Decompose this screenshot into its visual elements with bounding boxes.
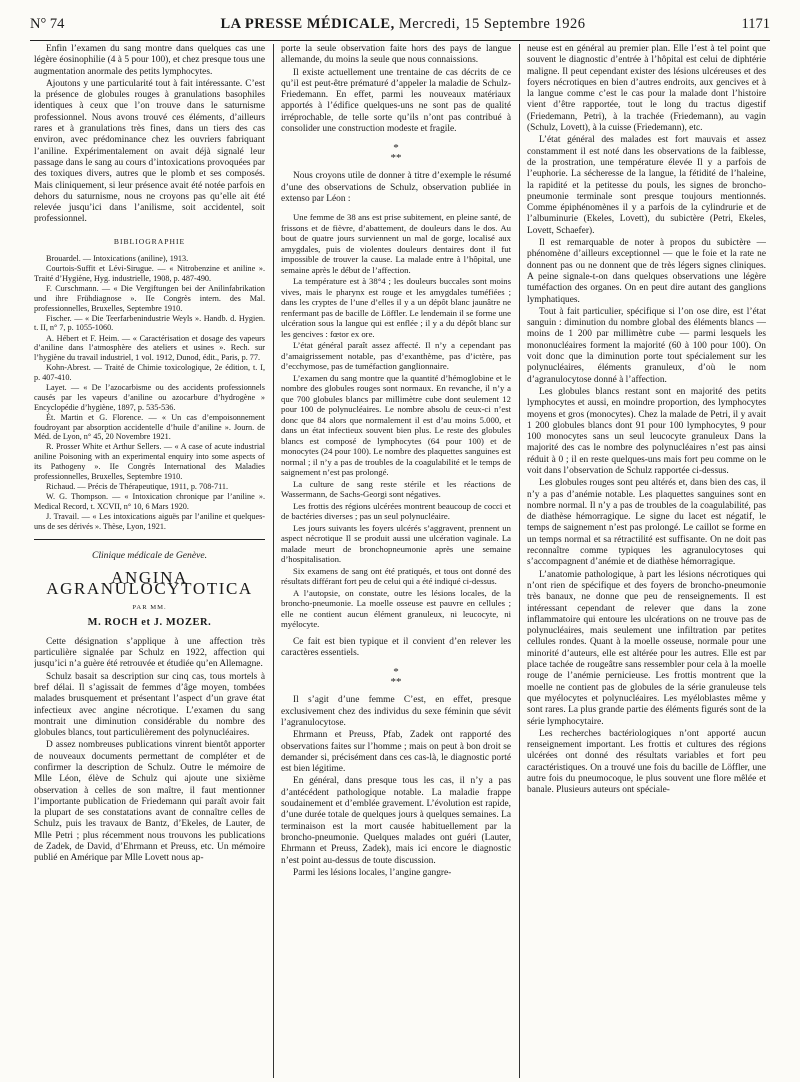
paragraph: Les globules rouges sont peu altérés et, dans bien des cas, il n’y a pas d’anémie notable. Les plaquettes sanguines sont en nombre normal. Il n’y a pas de troubles de la coagulabilité, pas de diathèse hémorragique. Le signe du lacet est négatif, le temps de saignement n’est pas prolongé. Le caillot se forme en un temps normal et sa rétractilité est suffisante. On ne doit pas reconnaître comme typiques les agranulocytoses qui s’accompagnent d’anémie et de diathèse hémorragique. <box>527 478 766 568</box>
bibliography-entry: J. Travail. — « Les intoxications aiguës par l’aniline et quelques-uns de ses dérivés ». Thèse, Lyon, 1921. <box>34 511 265 531</box>
asterism-divider: * ** <box>390 142 402 165</box>
header-rule <box>30 40 770 41</box>
bibliography-entry: R. Prosser White et Arthur Sellers. — « A case of acute industrial aniline Poisoning with an experimental enquiry into some aspects of its Pathogeny ». IIe Congrès International des Maladies professionnelles, Bruxelles, Septembre 1910. <box>34 442 265 481</box>
bibliography-entry: Courtois-Suffit et Lévi-Sirugue. — « Nitrobenzine et aniline ». Traité d’Hygiène, Hyg. industrielle, 1908, p. 487-490. <box>34 264 265 283</box>
paragraph: L’anatomie pathologique, à part les lésions nécrotiques qui n’ont rien de spécifique et des foyers de broncho-pneumonie très banaux, ne donne que peu de renseignements. Il est intéressant cependant de relever que dans la zone inflammatoire qui entoure les ulcérations on ne trouve pas de polynucléaires, mais seulement une infiltration par petites cellules rondes. Quant à la moelle osseuse, normale pour une minorité d’auteurs, elle est altérée pour les autres. Elle est par place tachée de rougeâtre sans ressembler pour cela à la moelle rouge de l’anémie pernicieuse. Les frottis montrent que la moelle ne contient pas de globules de la série granuleuse tels que myélocytes et polynucléaires. Les myéloblastes même y sont rares. La plus grande partie des éléments figurés sont de la série lymphocytaire. <box>527 569 766 727</box>
observation-paragraph: La température est à 38°4 ; les douleurs buccales sont moins vives, mais le pharynx est rouge et les amygdales tuméfiées ; dans les cryptes de l’une d’elles il y a un dépôt blanc jaunâtre ne renfermant pas de bacille de Löffler. Le lendemain il se forme une ulcération sous la langue qui est enflée ; il y a du dépôt blanc sur les gencives : fœtor ex ore. <box>281 276 511 339</box>
issue-number: N° 74 <box>30 16 65 32</box>
section-rule <box>34 539 265 540</box>
paragraph: Il existe actuellement une trentaine de cas décrits de ce qu’il est peut-être prématuré d’appeler la maladie de Schulz-Friedemann. En effet, parmi les nouveaux matériaux apportés à l’édifice quelques-uns ne sont pas de qualité irréprochable, de telle sorte qu’ils n’ont pas contribué à consolider une construction modeste et fragile. <box>281 67 511 135</box>
column-divider <box>273 44 274 1078</box>
article-title: ANGINA AGRANULOCYTOTICA <box>46 567 253 598</box>
paragraph: Ce fait est bien typique et il convient d’en relever les caractères essentiels. <box>281 636 511 659</box>
paragraph: porte la seule observation faite hors des pays de langue allemande, du moins la seule que nous connaissions. <box>281 44 511 66</box>
bibliography-entry: Kohn-Abrest. — Traité de Chimie toxicologique, 2e édition, t. I, p. 407-410. <box>34 363 265 382</box>
paragraph: En général, dans presque tous les cas, il n’y a pas d’antécédent pathologique notable. La maladie frappe soudainement et d’emblée gravement. L’évolution est rapide, d’une durée totale de quelques jours à quelques semaines. La terminaison est la mort causée habituellement par la broncho-pneumonie. Quelques malades ont guéri (Lauter, Ehrmann et Preuss, Zadek), mais ici encore le diagnostic n’est point au-dessus de toute discussion. <box>281 776 511 866</box>
paragraph: Il s’agit d’une femme C’est, en effet, presque exclusivement chez des individus du sexe féminin que sévit l’agranulocytose. <box>281 695 511 728</box>
bibliography-entry: Richaud. — Précis de Thérapeutique, 1911, p. 708-711. <box>46 481 229 491</box>
paragraph: Nous croyons utile de donner à titre d’exemple le résumé d’une des observations de Schulz, observation publiée in extenso par Léon : <box>281 171 511 204</box>
column-3 <box>527 44 766 1078</box>
paragraph: Enfin l’examen du sang montre dans quelques cas une légère éosinophilie (4 à 5 pour 100), et chez presque tous une augmentation anormale des petits lymphocytes. <box>34 44 265 77</box>
observation-paragraph: Les jours suivants les foyers ulcérés s’aggravent, prennent un aspect nécrotique Il se produit aussi une ulcération vaginale. La malade meurt de bronchopneumonie après une semaine d’hospitalisation. <box>281 522 511 565</box>
paragraph: Les recherches bactériologiques n’ont apporté aucun renseignement important. Les frottis et cultures des régions ulcérées ont donné des résultats variables et fort peu caractéristiques. On a trouvé une fois du bacille de Löffler, une autre fois du pneumocoque, le plus souvent une flore mêlée et banale. Plusieurs auteurs ont spéciale- <box>527 728 766 796</box>
bibliography-heading: BIBLIOGRAPHIE <box>113 236 186 246</box>
observation-paragraph: L’état général paraît assez affecté. Il n’y a cependant pas d’amaigrissement notable, pas d’exanthème, pas d’ictère, pas d’ecchymose, pas de tuméfaction ganglionnaire. <box>281 340 511 372</box>
observation-paragraph: Six examens de sang ont été pratiqués, et tous ont donné des résultats différant fort peu de celui qui a été indiqué ci-dessus. <box>281 565 511 587</box>
paragraph: D assez nombreuses publications vinrent bientôt apporter de nouveaux documents permettant de compléter et de confirmer la description de Schulz. Outre le mémoire de Mlle Léon, élève de Schulz qui ajoute une sixième observation à celles de son maître, il faut mentionner l’importante publication de Friedemann qui paraît avoir fait la plupart de ses constatations avant de connaître celles de Schulz, puis les travaux de Bantz, d’Ekeles, de Lauter, de Mlle Petri ; plus récemment nous trouvons les publications de Zadek, de David, d’Ehrmann et Preuss, etc. Un mémoire publié en Amérique par Mlle Lovett nous ap- <box>34 740 265 864</box>
column-2 <box>281 44 511 1078</box>
bibliography-entry: F. Curschmann. — « Die Vergiftungen bei der Anilinfabrikation und ihre Frühdiagnose ». IIe Congrès intern. des Mal. professionnelles, Bruxelles, Septembre 1910. <box>34 284 265 313</box>
journal-title <box>220 16 585 33</box>
observation-paragraph: La culture de sang reste stérile et les réactions de Wassermann, de Sachs-Georgi sont négatives. <box>281 478 511 500</box>
asterism-divider: * ** <box>390 666 402 689</box>
column-1 <box>34 44 265 1078</box>
page-header <box>30 16 770 40</box>
bibliography-entry: A. Hébert et F. Heim. — « Caractérisation et dosage des vapeurs d’aniline dans l’atmosphère des ateliers et usines ». Rech. sur l’hygiène du travail industriel, 1 vol. 1912, Dunod, édit., Paris, p. 77. <box>34 333 265 363</box>
paragraph: Parmi les lésions locales, l’angine gangre- <box>293 867 452 878</box>
journal-name: LA PRESSE MÉDICALE, <box>220 16 395 32</box>
paragraph: Les globules blancs restant sont en majorité des petits lymphocytes et aussi, en moindre proportion, des lymphocytes moyens et gros (monocytes). Chez la malade de Petri, il y avait 1 200 globules blancs dont 91 pour 100 lymphocytes, 9 pour 100 monocytes sans un seul leucocyte granuleux Dans la majorité des cas le nombre des polynucléaires n’est pas ainsi réduit à 0 ; il en reste quelques-uns mais fort peu comme on le voit dans l’observation de Schulz rapportée ci-dessus. <box>527 386 766 476</box>
paragraph: Schulz basait sa description sur cinq cas, tous mortels à bref délai. Il s’agissait de femmes d’âge moyen, tombées malades brusquement et présentant l’aspect d’un grave état infectieux avec angine nécrotique. L’examen du sang montrait une diminution considérable du nombre des globules blancs, tout particulièrement des polynucléaires. <box>34 671 265 739</box>
paragraph: Ehrmann et Preuss, Pfab, Zadek ont rapporté des observations faites sur l’homme ; mais on peut à bon droit se demander si, précisément dans ces cas-là, le diagnostic porté est bien légitime. <box>281 730 511 775</box>
bibliography-entry: Layet. — « De l’azocarbisme ou des accidents professionnels causés par les vapeurs d’aniline ou azocarbure d’hydrogène » Encyclopédie d’hygiène, 1897, p. 535-536. <box>34 383 265 412</box>
paragraph: Cette désignation s’applique à une affection très particulière signalée par Schulz en 1922, affection qui jusqu’ici n’a guère été retrouvée et étudiée qu’en Allemagne. <box>34 636 265 670</box>
paragraph: Il est remarquable de noter à propos du subictère — phénomène d’ailleurs exceptionnel — que le foie et la rate ne donnent pas ou ne donnent que de très légers signes cliniques. A peine signale-t-on dans quelques observations une légère tuméfaction des organes. On en peut dire autant des ganglions lymphatiques. <box>527 238 766 305</box>
bibliography-entry: Brouardel. — Intoxications (aniline), 1913. <box>46 254 189 264</box>
observation-paragraph: Une femme de 38 ans est prise subitement, en pleine santé, de frissons et de fièvre, d’abattement, de douleurs dans le dos. Au bout de quatre jours surviennent un mal de gorge, localisé aux amygdales, puis de violentes douleurs dentaires dont il fut impossible de trouver la cause. La malade entre à l’hôpital, une semaine après le début de l’affection. <box>281 212 511 275</box>
section-label: Clinique médicale de Genève. <box>91 550 208 562</box>
observation-paragraph: L’examen du sang montre que la quantité d’hémoglobine et le nombre des globules rouges sont normaux. En revanche, il n’y a que 700 globules blancs par millimètre cube dont seulement 12 pour 100 de polynucléaires. Le nombre absolu de ceux-ci n’est donc que 84 alors que normalement il est d’au moins 5.000, et dans un état infectieux souvent bien plus. Le reste des globules blancs est composé de lymphocytes (64 pour 100) et de monocytes (24 pour 100). Le nombre des plaquettes sanguines est normal ; il n’y a pas de troubles de la coagulabilité et le temps de saignement n’est pas prolongé. <box>281 372 511 478</box>
page-number: 1171 <box>741 16 770 32</box>
paragraph: Ajoutons y une particularité tout à fait intéressante. C’est la présence de globules rouges à granulations basophiles identiques à ceux que l’on trouve dans le saturnisme professionnel. Nous avons trouvé ces éléments, d’ailleurs rares et à granulations très fines, dans un tiers des cas environ, avec prédominance chez les ouvriers fabriquant l’aniline. Expérimentalement on avait déjà signalé leur passage dans le sang au cours d’intoxications provoquées par des toxiques divers, autres que le plomb et ses composés. Mais cliniquement, si leur présence avait été notée parfois en dehors du saturnisme, nous ne croyons pas qu’elle ait été relevée jusqu’ici dans l’anilisme, soit accidentel, soit professionnel. <box>34 78 265 225</box>
article-authors: M. ROCH et J. MOZER. <box>87 617 212 629</box>
column-divider <box>519 44 520 1078</box>
observation-paragraph: A l’autopsie, on constate, outre les lésions locales, de la broncho-pneumonie. La moelle osseuse est pauvre en cellules ; elle ne contient aucun élément granuleux, ni leucocyte, ni myélocyte. <box>281 587 511 630</box>
byline-prefix: PAR MM. <box>132 604 167 612</box>
bibliography-entry: Fischer. — « Die Teerfarbenindustrie Weyls ». Handb. d. Hygien. t. II, n° 7, p. 1055-1060. <box>34 313 265 333</box>
paragraph: neuse est en général au premier plan. Elle l’est à tel point que souvent le diagnostic d’entrée à l’hôpital est celui de diphtérie maligne. Il peut cependant exister des lésions ulcéreuses et des foyers nécrotiques en bien d’autres endroits, aux gencives et à la langue comme c’est le cas pour la malade dont l’histoire vient d’être rapportée, tout le long du tractus digestif (Friedemann, Petri), à la trachée (Friedemann), au vagin (Schulz, Lovett), à la cuisse (Friedemann), etc. <box>527 44 766 134</box>
observation-paragraph: Les frottis des régions ulcérées montrent beaucoup de cocci et de bactéries diverses ; pas un seul polynucléaire. <box>281 500 511 522</box>
bibliography-entry: Ét. Martin et G. Florence. — « Un cas d’empoisonnement foudroyant par absorption accidentelle d’huile d’aniline ». Journ. de Méd. de Lyon, n° 45, 20 Novembre 1921. <box>34 412 265 442</box>
paragraph: Tout à fait particulier, spécifique si l’on ose dire, est l’état sanguin : diminution du nombre global des éléments blancs — moins de 1 200 par millimètre cube — parmi lesquels les mononucléaires forment la majorité (60 à 100 pour 100). On voit donc que la diminution porte tout spécialement sur les polynucléaires, éléments granuleux, d’où le nom d’agranulocytose donné à l’affection. <box>527 306 766 385</box>
issue-date: Mercredi, 15 Septembre 1926 <box>394 16 586 32</box>
paragraph: L’état général des malades est fort mauvais et assez constamment il est noté dans les observations de la faiblesse, de la prostration, une température élevée Il y a parfois de l’euphorie. La sécheresse de la langue, la fétidité de l’haleine, la rapidité et la petitesse du pouls, les signes de broncho-pneumonie terminale sont presque toujours mentionnés. Comme épiphénomènes il y a parfois de la cylindrurie et de l’albuminurie (Ekeles, Lovett), du subictère (Petri, Ekeles, Lovett, Schaefer). <box>527 135 766 236</box>
bibliography-entry: W. G. Thompson. — « Intoxication chronique par l’aniline ». Medical Record, t. XCVII, n° 10, 6 Mars 1920. <box>34 491 265 511</box>
